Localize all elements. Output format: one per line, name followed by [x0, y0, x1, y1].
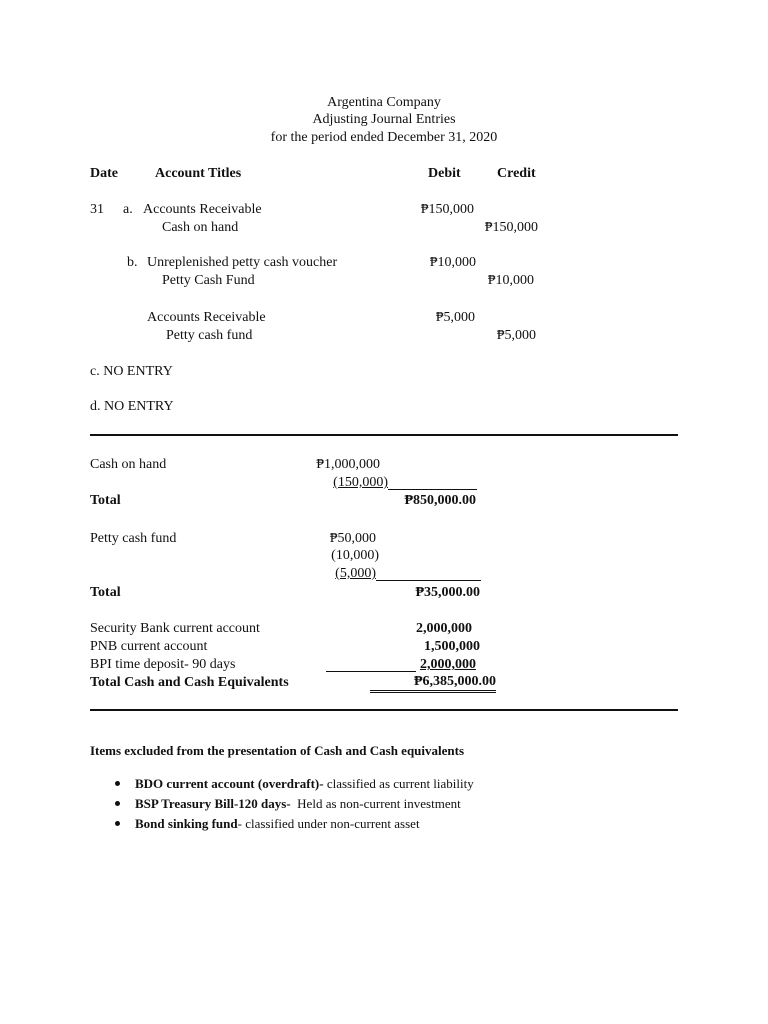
entry-b2-debit-account: Accounts Receivable [147, 310, 266, 325]
excluded-item-1: BDO current account (overdraft)- classified as current liability [135, 776, 474, 791]
entry-d: d. NO ENTRY [90, 399, 174, 414]
company-name: Argentina Company [327, 95, 441, 110]
petty-cash-total: ₱35,000.00 [415, 585, 480, 600]
petty-cash-total-label: Total [90, 585, 121, 600]
cash-on-hand-total-label: Total [90, 493, 121, 508]
bullet-icon [115, 781, 120, 786]
col-credit: Credit [497, 166, 536, 181]
excluded-heading: Items excluded from the presentation of Cash and Cash equivalents [90, 743, 465, 758]
excluded-item-3: Bond sinking fund- classified under non-current asset [135, 816, 420, 831]
entry-a-label: a. [123, 202, 133, 217]
account-amount-2: 1,500,000 [424, 639, 480, 654]
cash-on-hand-total: ₱850,000.00 [404, 493, 476, 508]
entry-a-debit-account: Accounts Receivable [143, 202, 262, 217]
entry-b-label: b. [127, 255, 138, 270]
col-account-titles: Account Titles [155, 166, 242, 181]
account-label-2: PNB current account [90, 639, 208, 654]
petty-cash-less-2: (5,000) [335, 566, 376, 581]
col-debit: Debit [428, 166, 461, 181]
entry-b-debit-account: Unreplenished petty cash voucher [147, 255, 338, 270]
entry-b2-credit-account: Petty cash fund [166, 328, 253, 343]
col-date: Date [90, 166, 118, 181]
entry-a-credit: ₱150,000 [484, 220, 538, 235]
entry-a-debit: ₱150,000 [420, 202, 474, 217]
petty-cash-label: Petty cash fund [90, 531, 177, 546]
account-label-1: Security Bank current account [90, 621, 260, 636]
excluded-item-2: BSP Treasury Bill-120 days- Held as non-current investment [135, 796, 461, 811]
period-line: for the period ended December 31, 2020 [270, 130, 498, 145]
cash-on-hand-underline [388, 489, 477, 490]
entry-a-credit-account: Cash on hand [162, 220, 239, 235]
petty-cash-amount: ₱50,000 [329, 531, 376, 546]
accounts-underline [326, 671, 416, 672]
entry-c: c. NO ENTRY [90, 364, 173, 379]
cash-on-hand-amount: ₱1,000,000 [316, 457, 380, 472]
grand-total-amount: ₱6,385,000.00 [370, 674, 496, 693]
entry-date: 31 [90, 202, 104, 217]
section-divider-bottom [90, 709, 678, 711]
bullet-icon [115, 801, 120, 806]
account-label-3: BPI time deposit- 90 days [90, 657, 236, 672]
grand-total-label: Total Cash and Cash Equivalents [90, 675, 289, 690]
account-amount-1: 2,000,000 [416, 621, 472, 636]
section-divider-top [90, 434, 678, 436]
petty-cash-less-1: (10,000) [331, 548, 379, 563]
account-amount-3: 2,000,000 [420, 657, 476, 672]
entry-b-credit-account: Petty Cash Fund [162, 273, 255, 288]
entry-b-credit: ₱10,000 [487, 273, 534, 288]
cash-on-hand-label: Cash on hand [90, 457, 167, 472]
entry-b-debit: ₱10,000 [429, 255, 476, 270]
petty-cash-underline [376, 580, 481, 581]
bullet-icon [115, 821, 120, 826]
document-title: Adjusting Journal Entries [312, 112, 456, 127]
cash-on-hand-less: (150,000) [333, 475, 388, 490]
entry-b2-debit: ₱5,000 [435, 310, 475, 325]
entry-b2-credit: ₱5,000 [496, 328, 536, 343]
